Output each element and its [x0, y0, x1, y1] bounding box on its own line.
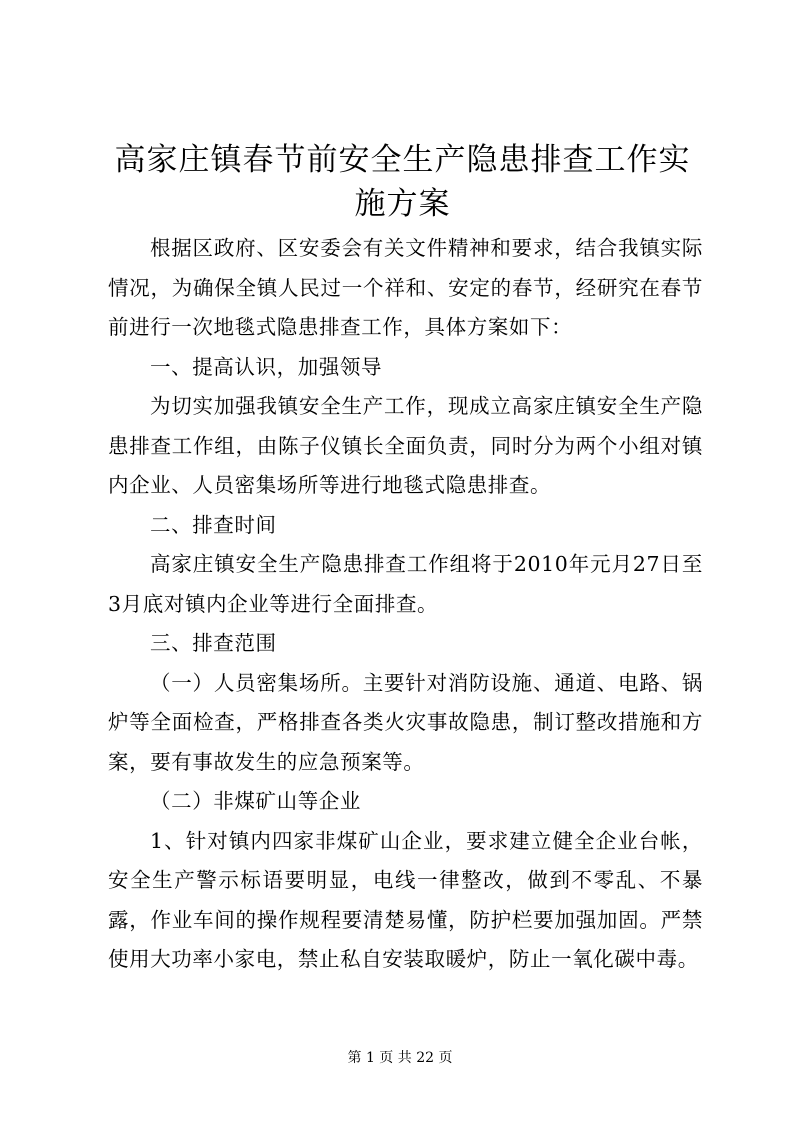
section-2-paragraph: 高家庄镇安全生产隐患排查工作组将于2010年元月27日至3月底对镇内企业等进行全面排查。 [108, 552, 703, 616]
section-heading-1: 一、提高认识，加强领导 [150, 354, 383, 379]
section-1-paragraph: 为切实加强我镇安全生产工作，现成立高家庄镇安全生产隐患排查工作组，由陈子仪镇长全面负责，同时分为两个小组对镇内企业、人员密集场所等进行地毯式隐患排查。 [108, 394, 703, 497]
subsection-2-heading: （二）非煤矿山等企业 [150, 789, 361, 813]
intro-paragraph: 根据区政府、区安委会有关文件精神和要求，结合我镇实际情况，为确保全镇人民过一个祥和、安定的春节，经研究在春节前进行一次地毯式隐患排查工作，具体方案如下： [108, 236, 703, 339]
section-heading-2: 二、排查时间 [150, 512, 277, 537]
section-heading-3: 三、排查范围 [150, 631, 277, 655]
page-footer: 第 1 页 共 22 页 [347, 1050, 453, 1066]
document-title: 高家庄镇春节前安全生产隐患排查工作实施方案 [114, 142, 691, 222]
subsection-1-paragraph: （一）人员密集场所。主要针对消防设施、通道、电路、锅炉等全面检查，严格排查各类火灾事故隐患，制订整改措施和方案，要有事故发生的应急预案等。 [108, 670, 703, 774]
document-body [108, 229, 703, 980]
subsection-2-item-1: 1、针对镇内四家非煤矿山企业，要求建立健全企业台帐，安全生产警示标语要明显，电线一律整改，做到不零乱、不暴露，作业车间的操作规程要清楚易懂，防护栏要加强加固。严禁使用大功率小家电，禁止私自安装取暖炉，防止一氧化碳中毒。 [108, 828, 703, 971]
